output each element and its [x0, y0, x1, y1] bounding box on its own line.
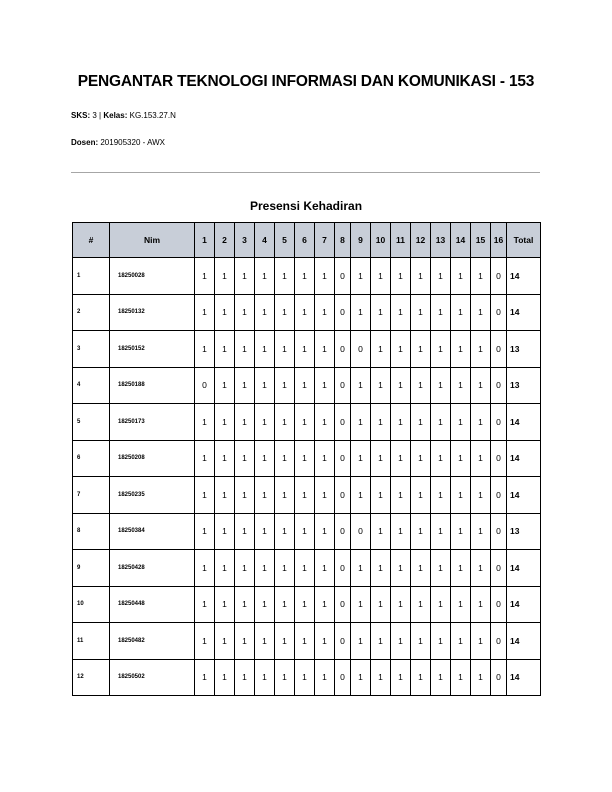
attendance-cell: 1 — [471, 659, 491, 696]
table-row — [73, 404, 541, 441]
attendance-cell: 1 — [431, 367, 451, 404]
attendance-cell: 0 — [335, 659, 351, 696]
table-row — [73, 440, 541, 477]
attendance-cell: 1 — [431, 404, 451, 441]
kelas-label: Kelas: — [103, 111, 128, 120]
nim-cell: 18250428 — [110, 550, 195, 587]
attendance-cell: 1 — [351, 440, 371, 477]
attendance-cell: 1 — [295, 331, 315, 368]
attendance-cell: 1 — [295, 258, 315, 295]
attendance-cell: 0 — [491, 513, 507, 550]
attendance-cell: 1 — [235, 367, 255, 404]
attendance-cell: 1 — [235, 331, 255, 368]
attendance-cell: 1 — [471, 258, 491, 295]
attendance-cell: 1 — [235, 404, 255, 441]
total-cell: 14 — [507, 477, 541, 514]
attendance-cell: 1 — [195, 623, 215, 660]
attendance-cell: 1 — [471, 586, 491, 623]
attendance-cell: 1 — [215, 586, 235, 623]
attendance-cell: 1 — [471, 367, 491, 404]
nim-cell: 18250173 — [110, 404, 195, 441]
attendance-cell: 1 — [255, 258, 275, 295]
attendance-cell: 1 — [471, 404, 491, 441]
attendance-cell: 1 — [371, 550, 391, 587]
attendance-cell: 1 — [295, 477, 315, 514]
column-header: Total — [507, 223, 541, 258]
attendance-cell: 1 — [411, 550, 431, 587]
page-title: PENGANTAR TEKNOLOGI INFORMASI DAN KOMUNIKASI - 153 — [77, 73, 535, 90]
attendance-cell: 1 — [411, 586, 431, 623]
column-header: 1 — [195, 223, 215, 258]
table-row — [73, 586, 541, 623]
column-header: 6 — [295, 223, 315, 258]
column-header: 4 — [255, 223, 275, 258]
attendance-cell: 0 — [491, 404, 507, 441]
total-cell: 14 — [507, 623, 541, 660]
attendance-cell: 1 — [275, 550, 295, 587]
attendance-cell: 1 — [451, 586, 471, 623]
attendance-cell: 1 — [315, 550, 335, 587]
attendance-cell: 1 — [371, 440, 391, 477]
attendance-cell: 1 — [431, 659, 451, 696]
row-number: 5 — [73, 404, 110, 441]
column-header: 10 — [371, 223, 391, 258]
total-cell: 14 — [507, 440, 541, 477]
row-number: 9 — [73, 550, 110, 587]
attendance-cell: 1 — [431, 331, 451, 368]
column-header: 5 — [275, 223, 295, 258]
attendance-cell: 1 — [471, 294, 491, 331]
attendance-cell: 1 — [275, 367, 295, 404]
row-number: 12 — [73, 659, 110, 696]
attendance-cell: 0 — [335, 294, 351, 331]
row-number: 1 — [73, 258, 110, 295]
attendance-cell: 0 — [491, 258, 507, 295]
attendance-cell: 0 — [491, 367, 507, 404]
attendance-cell: 1 — [391, 367, 411, 404]
table-row — [73, 331, 541, 368]
attendance-cell: 1 — [431, 513, 451, 550]
attendance-cell: 1 — [215, 659, 235, 696]
attendance-cell: 1 — [371, 404, 391, 441]
attendance-cell: 1 — [315, 477, 335, 514]
attendance-cell: 1 — [275, 440, 295, 477]
attendance-cell: 1 — [275, 659, 295, 696]
attendance-cell: 1 — [275, 258, 295, 295]
attendance-cell: 1 — [295, 659, 315, 696]
column-header: 15 — [471, 223, 491, 258]
attendance-cell: 1 — [275, 404, 295, 441]
lecturer-info — [71, 138, 165, 147]
attendance-cell: 1 — [235, 659, 255, 696]
row-number: 10 — [73, 586, 110, 623]
attendance-cell: 1 — [275, 623, 295, 660]
attendance-cell: 0 — [335, 586, 351, 623]
attendance-cell: 1 — [351, 404, 371, 441]
attendance-cell: 1 — [215, 331, 235, 368]
total-cell: 13 — [507, 367, 541, 404]
attendance-cell: 1 — [411, 623, 431, 660]
column-header: Nim — [110, 223, 195, 258]
total-cell: 13 — [507, 331, 541, 368]
attendance-cell: 0 — [195, 367, 215, 404]
column-header: 8 — [335, 223, 351, 258]
column-header: 13 — [431, 223, 451, 258]
sks-label: SKS: — [71, 111, 91, 120]
attendance-cell: 1 — [351, 258, 371, 295]
column-header: 7 — [315, 223, 335, 258]
nim-cell: 18250028 — [110, 258, 195, 295]
attendance-cell: 1 — [235, 294, 255, 331]
nim-cell: 18250502 — [110, 659, 195, 696]
attendance-cell: 0 — [335, 367, 351, 404]
attendance-cell: 1 — [351, 586, 371, 623]
attendance-cell: 1 — [295, 404, 315, 441]
row-number: 2 — [73, 294, 110, 331]
attendance-cell: 0 — [491, 440, 507, 477]
dosen-label: Dosen: — [71, 138, 99, 147]
attendance-cell: 0 — [335, 258, 351, 295]
total-cell: 14 — [507, 659, 541, 696]
attendance-table — [72, 222, 541, 696]
attendance-cell: 1 — [431, 258, 451, 295]
attendance-cell: 0 — [491, 294, 507, 331]
attendance-cell: 1 — [391, 513, 411, 550]
attendance-cell: 1 — [315, 294, 335, 331]
attendance-cell: 1 — [431, 294, 451, 331]
attendance-cell: 1 — [215, 258, 235, 295]
column-header: 11 — [391, 223, 411, 258]
attendance-cell: 1 — [195, 659, 215, 696]
attendance-cell: 1 — [195, 258, 215, 295]
attendance-cell: 1 — [315, 331, 335, 368]
attendance-cell: 1 — [411, 367, 431, 404]
attendance-cell: 1 — [235, 586, 255, 623]
attendance-cell: 1 — [371, 477, 391, 514]
column-header: 14 — [451, 223, 471, 258]
attendance-cell: 1 — [411, 404, 431, 441]
sks-value: 3 — [92, 111, 97, 120]
attendance-cell: 1 — [315, 513, 335, 550]
attendance-cell: 1 — [235, 550, 255, 587]
attendance-cell: 1 — [391, 659, 411, 696]
attendance-cell: 1 — [411, 440, 431, 477]
attendance-cell: 0 — [335, 404, 351, 441]
attendance-cell: 1 — [315, 440, 335, 477]
attendance-cell: 1 — [351, 367, 371, 404]
attendance-cell: 0 — [335, 440, 351, 477]
attendance-cell: 1 — [255, 513, 275, 550]
attendance-cell: 1 — [451, 623, 471, 660]
total-cell: 14 — [507, 258, 541, 295]
attendance-cell: 1 — [235, 513, 255, 550]
attendance-cell: 1 — [431, 586, 451, 623]
attendance-cell: 1 — [431, 477, 451, 514]
attendance-cell: 1 — [471, 513, 491, 550]
attendance-cell: 1 — [295, 440, 315, 477]
attendance-cell: 0 — [491, 586, 507, 623]
attendance-cell: 1 — [255, 477, 275, 514]
table-row — [73, 477, 541, 514]
attendance-cell: 1 — [471, 440, 491, 477]
attendance-cell: 1 — [295, 294, 315, 331]
total-cell: 13 — [507, 513, 541, 550]
attendance-cell: 1 — [371, 258, 391, 295]
attendance-cell: 1 — [295, 550, 315, 587]
attendance-cell: 1 — [471, 477, 491, 514]
attendance-cell: 1 — [391, 586, 411, 623]
attendance-cell: 0 — [335, 477, 351, 514]
row-number: 8 — [73, 513, 110, 550]
nim-cell: 18250132 — [110, 294, 195, 331]
table-body — [73, 258, 541, 696]
row-number: 7 — [73, 477, 110, 514]
attendance-cell: 1 — [195, 404, 215, 441]
attendance-cell: 1 — [451, 258, 471, 295]
attendance-cell: 1 — [431, 550, 451, 587]
attendance-cell: 1 — [215, 477, 235, 514]
attendance-cell: 1 — [411, 331, 431, 368]
column-header: 16 — [491, 223, 507, 258]
attendance-cell: 0 — [491, 623, 507, 660]
attendance-cell: 1 — [255, 440, 275, 477]
divider — [71, 172, 540, 173]
attendance-cell: 1 — [275, 586, 295, 623]
attendance-cell: 1 — [411, 659, 431, 696]
table-header-row — [73, 223, 541, 258]
attendance-cell: 1 — [235, 258, 255, 295]
nim-cell: 18250188 — [110, 367, 195, 404]
attendance-cell: 1 — [315, 586, 335, 623]
separator: | — [99, 111, 102, 120]
nim-cell: 18250482 — [110, 623, 195, 660]
table-row — [73, 659, 541, 696]
attendance-cell: 1 — [215, 440, 235, 477]
table-row — [73, 550, 541, 587]
total-cell: 14 — [507, 550, 541, 587]
attendance-cell: 1 — [235, 623, 255, 660]
attendance-cell: 1 — [195, 513, 215, 550]
attendance-cell: 1 — [451, 294, 471, 331]
attendance-cell: 1 — [451, 477, 471, 514]
nim-cell: 18250448 — [110, 586, 195, 623]
attendance-cell: 1 — [431, 440, 451, 477]
nim-cell: 18250384 — [110, 513, 195, 550]
attendance-cell: 1 — [451, 331, 471, 368]
attendance-cell: 1 — [275, 477, 295, 514]
attendance-cell: 1 — [235, 440, 255, 477]
attendance-cell: 1 — [371, 294, 391, 331]
attendance-cell: 1 — [391, 294, 411, 331]
nim-cell: 18250208 — [110, 440, 195, 477]
attendance-cell: 1 — [295, 586, 315, 623]
attendance-cell: 1 — [255, 404, 275, 441]
attendance-cell: 1 — [295, 513, 315, 550]
attendance-cell: 1 — [451, 659, 471, 696]
total-cell: 14 — [507, 294, 541, 331]
attendance-cell: 0 — [351, 331, 371, 368]
row-number: 4 — [73, 367, 110, 404]
attendance-cell: 1 — [195, 550, 215, 587]
attendance-cell: 1 — [351, 294, 371, 331]
column-header: 9 — [351, 223, 371, 258]
attendance-cell: 0 — [491, 550, 507, 587]
attendance-cell: 1 — [315, 258, 335, 295]
attendance-cell: 1 — [351, 550, 371, 587]
nim-cell: 18250235 — [110, 477, 195, 514]
attendance-cell: 0 — [335, 331, 351, 368]
attendance-cell: 1 — [215, 513, 235, 550]
attendance-cell: 1 — [391, 477, 411, 514]
attendance-cell: 1 — [471, 550, 491, 587]
attendance-cell: 1 — [411, 513, 431, 550]
attendance-cell: 1 — [275, 513, 295, 550]
attendance-cell: 1 — [371, 367, 391, 404]
attendance-cell: 1 — [215, 404, 235, 441]
attendance-cell: 1 — [235, 477, 255, 514]
attendance-cell: 1 — [315, 623, 335, 660]
attendance-cell: 0 — [351, 513, 371, 550]
attendance-cell: 1 — [451, 367, 471, 404]
attendance-cell: 1 — [451, 513, 471, 550]
attendance-cell: 1 — [371, 513, 391, 550]
attendance-cell: 1 — [371, 331, 391, 368]
attendance-cell: 0 — [491, 331, 507, 368]
attendance-cell: 1 — [295, 367, 315, 404]
attendance-cell: 1 — [295, 623, 315, 660]
table-row — [73, 623, 541, 660]
attendance-cell: 1 — [255, 550, 275, 587]
column-header: 2 — [215, 223, 235, 258]
attendance-cell: 1 — [255, 331, 275, 368]
attendance-cell: 1 — [371, 623, 391, 660]
attendance-cell: 1 — [451, 404, 471, 441]
attendance-cell: 1 — [215, 294, 235, 331]
attendance-cell: 0 — [335, 513, 351, 550]
table-row — [73, 513, 541, 550]
attendance-cell: 1 — [195, 477, 215, 514]
attendance-cell: 1 — [391, 404, 411, 441]
attendance-cell: 1 — [255, 623, 275, 660]
attendance-cell: 1 — [315, 367, 335, 404]
attendance-cell: 0 — [491, 477, 507, 514]
table-row — [73, 258, 541, 295]
attendance-cell: 1 — [471, 623, 491, 660]
row-number: 11 — [73, 623, 110, 660]
attendance-cell: 0 — [335, 550, 351, 587]
attendance-cell: 1 — [471, 331, 491, 368]
attendance-cell: 1 — [315, 659, 335, 696]
column-header: # — [73, 223, 110, 258]
attendance-cell: 1 — [411, 258, 431, 295]
attendance-cell: 1 — [195, 440, 215, 477]
attendance-cell: 1 — [391, 550, 411, 587]
attendance-cell: 1 — [255, 586, 275, 623]
row-number: 3 — [73, 331, 110, 368]
nim-cell: 18250152 — [110, 331, 195, 368]
course-info — [71, 111, 176, 120]
attendance-cell: 1 — [351, 477, 371, 514]
attendance-cell: 1 — [411, 294, 431, 331]
attendance-cell: 1 — [431, 623, 451, 660]
attendance-cell: 1 — [255, 294, 275, 331]
attendance-cell: 1 — [255, 367, 275, 404]
column-header: 3 — [235, 223, 255, 258]
column-header: 12 — [411, 223, 431, 258]
attendance-cell: 1 — [315, 404, 335, 441]
attendance-cell: 1 — [391, 258, 411, 295]
attendance-cell: 1 — [411, 477, 431, 514]
attendance-cell: 0 — [335, 623, 351, 660]
attendance-cell: 1 — [215, 550, 235, 587]
dosen-value: 201905320 - AWX — [100, 138, 165, 147]
attendance-cell: 1 — [451, 550, 471, 587]
table-row — [73, 294, 541, 331]
section-title: Presensi Kehadiran — [249, 199, 363, 213]
attendance-cell: 1 — [195, 331, 215, 368]
attendance-cell: 1 — [351, 659, 371, 696]
attendance-cell: 1 — [275, 331, 295, 368]
attendance-cell: 0 — [491, 659, 507, 696]
total-cell: 14 — [507, 586, 541, 623]
attendance-cell: 1 — [351, 623, 371, 660]
attendance-cell: 1 — [371, 659, 391, 696]
attendance-cell: 1 — [275, 294, 295, 331]
kelas-value: KG.153.27.N — [129, 111, 176, 120]
table-row — [73, 367, 541, 404]
attendance-cell: 1 — [195, 586, 215, 623]
attendance-cell: 1 — [391, 440, 411, 477]
attendance-cell: 1 — [215, 367, 235, 404]
attendance-cell: 1 — [195, 294, 215, 331]
attendance-cell: 1 — [371, 586, 391, 623]
attendance-cell: 1 — [391, 623, 411, 660]
attendance-cell: 1 — [451, 440, 471, 477]
row-number: 6 — [73, 440, 110, 477]
total-cell: 14 — [507, 404, 541, 441]
attendance-cell: 1 — [255, 659, 275, 696]
attendance-cell: 1 — [215, 623, 235, 660]
attendance-cell: 1 — [391, 331, 411, 368]
